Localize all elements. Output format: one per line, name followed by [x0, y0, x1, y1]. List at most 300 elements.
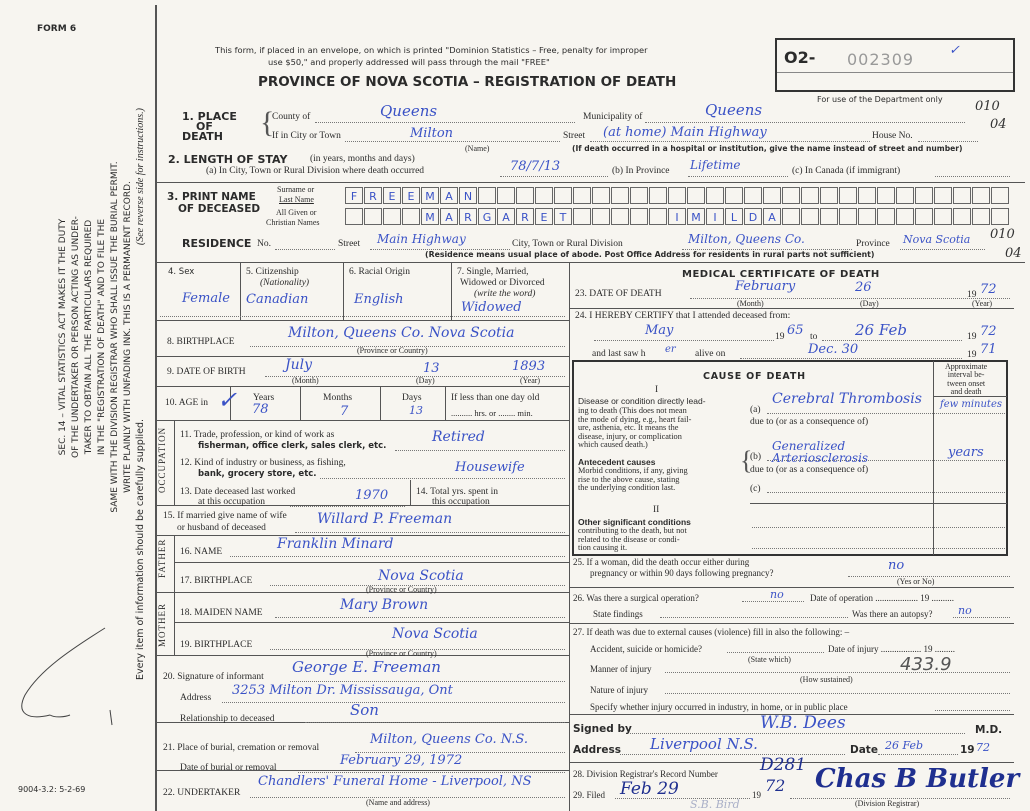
sex-label: 4. Sex	[168, 267, 195, 277]
trade-label: fisherman, office clerk, sales clerk, etc.	[198, 441, 387, 451]
pregnancy-value: no	[888, 558, 905, 573]
physician-address: Liverpool N.S.	[650, 735, 758, 753]
citizenship-value: Canadian	[246, 292, 309, 307]
given-name-letter-box: R	[459, 208, 477, 225]
cause-a-label: (a)	[750, 405, 761, 415]
undertaker-hint: (Name and address)	[366, 798, 430, 807]
md-label: M.D.	[975, 724, 1003, 736]
spouse-label: 15. If married give name of wife	[163, 511, 287, 521]
due-to-label: due to (or as a consequence of)	[750, 465, 869, 475]
surname-letter-box	[687, 187, 705, 204]
findings-label: State findings	[593, 609, 643, 619]
county-value: Queens	[380, 102, 438, 120]
residence-street: Main Highway	[377, 232, 466, 246]
place-label: 1. PLACE	[182, 110, 237, 123]
given-name-letter-box: A	[497, 208, 515, 225]
surgery-label: 26. Was there a surgical operation?	[573, 593, 699, 603]
part-one-label: I	[655, 385, 659, 395]
spouse-value: Willard P. Freeman	[317, 511, 453, 527]
brace: {	[260, 106, 275, 139]
residence-no-label: No.	[257, 239, 271, 249]
medical-title: MEDICAL CERTIFICATE OF DEATH	[682, 269, 880, 280]
cause-b-interval: years	[948, 445, 984, 460]
death-date-label: 23. DATE OF DEATH	[575, 289, 662, 299]
burial-date-label: Date of burial or removal	[180, 763, 277, 773]
spouse-label: or husband of deceased	[177, 523, 266, 533]
industry-label: 12. Kind of industry or business, as fishing,	[180, 458, 346, 468]
divider	[155, 182, 1025, 183]
surname-letter-box: F	[345, 187, 363, 204]
century: 19	[967, 350, 977, 360]
surname-letter-box: A	[440, 187, 458, 204]
sign-year: 72	[976, 741, 990, 754]
trade-value: Retired	[432, 429, 485, 445]
street-label: Street	[563, 131, 586, 141]
years-label: Years	[253, 393, 275, 403]
city-value: Milton	[410, 126, 454, 141]
to-label: to	[810, 332, 818, 342]
given-name-letter-box	[953, 208, 971, 225]
father-birthplace: Nova Scotia	[378, 568, 464, 584]
statute-notice	[57, 102, 137, 572]
part-two-label: II	[653, 505, 660, 515]
racial-value: English	[354, 292, 404, 307]
sign-date-label: Date	[850, 744, 878, 756]
print-code: 9004-3.2: 5-2-69	[18, 785, 86, 794]
century: 19	[967, 332, 977, 342]
explanation-line: ing to death (This does not mean	[578, 406, 687, 415]
reg-prefix: O2-	[784, 48, 816, 67]
surname-letter-box	[649, 187, 667, 204]
explanation-line: rise to the above cause, stating	[578, 474, 680, 484]
age-days: 13	[409, 404, 423, 417]
given-name-letter-box	[877, 208, 895, 225]
form-label: FORM 6	[37, 24, 77, 34]
interval-line: interval be-	[947, 370, 985, 380]
certify-label: 24. I HEREBY CERTIFY that I attended deceased from:	[575, 311, 791, 321]
birthplace-label: 8. BIRTHPLACE	[167, 337, 235, 347]
cause-title: CAUSE OF DEATH	[703, 371, 806, 382]
mother-birthplace: Nova Scotia	[392, 626, 478, 642]
registrar-hint: (Division Registrar)	[855, 799, 920, 808]
other-conditions-explanation	[578, 527, 687, 553]
every-item-note: Every item of information should be carefully supplied.	[135, 419, 146, 680]
given-name-letter-box	[820, 208, 838, 225]
registrar-signature: Chas B Butler	[815, 764, 1020, 794]
filed-date: Feb 29	[620, 779, 679, 799]
less-than-day-label: If less than one day old	[451, 393, 540, 403]
attended-to: 26 Feb	[855, 321, 907, 339]
given-name-letter-box	[934, 208, 952, 225]
given-name-letter-box	[858, 208, 876, 225]
surname-letter-box	[801, 187, 819, 204]
last-worked-value: 1970	[355, 488, 389, 503]
stay-b-value: Lifetime	[690, 158, 741, 172]
surname-letter-box	[782, 187, 800, 204]
given-name-letter-box	[801, 208, 819, 225]
explanation-line: related to the disease or condi-	[578, 534, 680, 544]
surname-letter-box	[877, 187, 895, 204]
informant-address-label: Address	[180, 693, 212, 703]
place-label: DEATH	[182, 130, 224, 143]
explanation-line: disease, injury, or complication	[578, 431, 682, 441]
father-section-label: FATHER	[157, 538, 167, 578]
explanation-line: ure, asthenia, etc. It means the	[578, 423, 679, 433]
explanation-line: which caused death.)	[578, 440, 648, 450]
total-years-label: 14. Total yrs. spent in	[416, 487, 499, 497]
given-label: All Given or	[276, 208, 317, 217]
father-name-label: 16. NAME	[180, 547, 223, 557]
dob-label: 9. DATE OF BIRTH	[167, 367, 246, 377]
form-title: PROVINCE OF NOVA SCOTIA – REGISTRATION OF DEATH	[258, 74, 677, 90]
interval-line: Approximate	[945, 362, 988, 371]
attended-from: May	[645, 323, 674, 338]
death-year: 72	[980, 282, 997, 297]
hrs-min-label: .......... hrs. or ........ min.	[451, 408, 533, 418]
given-name-letter-box: I	[706, 208, 724, 225]
check-mark: ✓	[949, 43, 960, 58]
operation-date-label: Date of operation ................... 19 ..........	[810, 593, 954, 603]
notice-line: TAKER TO OBTAIN ALL THE PARTICULARS REQUIRED	[84, 219, 94, 455]
city-label: If in City or Town	[272, 131, 341, 141]
mother-maiden-label: 18. MAIDEN NAME	[180, 608, 263, 618]
divider	[155, 262, 1025, 263]
given-name-letter-box	[364, 208, 382, 225]
place-label: OF	[196, 120, 213, 133]
explanation-line: tion causing it.	[578, 543, 628, 553]
year-hint: (Year)	[972, 299, 993, 308]
century: 19	[960, 744, 975, 756]
dept-note: For use of the Department only	[817, 95, 943, 104]
surname-letter-box	[915, 187, 933, 204]
surname-letter-box	[934, 187, 952, 204]
relationship-value: Son	[350, 701, 379, 719]
surname-letter-box	[630, 187, 648, 204]
given-name-letter-box	[991, 208, 1009, 225]
given-name-letter-box	[573, 208, 591, 225]
citizenship-label: 5. Citizenship	[246, 267, 299, 277]
century: 19	[752, 790, 761, 800]
margin-scribble	[10, 620, 120, 730]
marital-label: 7. Single, Married,	[457, 267, 529, 277]
surname-letter-box	[953, 187, 971, 204]
surname-letter-box	[592, 187, 610, 204]
explanation-line: Morbid conditions, if any, giving	[578, 466, 688, 475]
given-name-letter-box	[592, 208, 610, 225]
surname-letter-box	[497, 187, 515, 204]
explanation-line: the mode of dying, e.g., heart fail-	[578, 414, 692, 424]
surname-letter-box	[744, 187, 762, 204]
surname-letter-box: E	[383, 187, 401, 204]
yes-no-hint: (Yes or No)	[897, 577, 935, 586]
stay-b-label: (b) In Province	[612, 166, 670, 176]
given-name-letter-box	[896, 208, 914, 225]
instruction-strip	[135, 108, 149, 680]
given-name-letter-box	[915, 208, 933, 225]
external-cause-label: 27. If death was due to external causes (violence) fill in also the following: –	[573, 627, 850, 637]
pregnancy-label: 25. If a woman, did the death occur either during	[573, 557, 750, 567]
residence-label: RESIDENCE	[182, 237, 252, 250]
province-hint: (Province or Country)	[366, 649, 437, 658]
column-divider	[569, 262, 570, 811]
interval-header	[945, 363, 987, 396]
undertaker-value: Chandlers' Funeral Home - Liverpool, NS	[258, 774, 532, 789]
industry-value: Housewife	[455, 460, 525, 475]
days-label: Days	[402, 393, 422, 403]
given-name-letter-box: M	[421, 208, 439, 225]
given-name-letter-box: A	[763, 208, 781, 225]
age-label: 10. AGE in	[165, 398, 209, 408]
surname-letter-box	[991, 187, 1009, 204]
house-label: House No.	[872, 131, 913, 141]
how-sustained-hint: (How sustained)	[800, 675, 853, 684]
given-name-letter-box	[839, 208, 857, 225]
mother-birthplace-label: 19. BIRTHPLACE	[180, 640, 253, 650]
stay-hint: (in years, months and days)	[310, 154, 415, 164]
surname-letter-box: E	[402, 187, 420, 204]
check-mark: ✓	[217, 386, 238, 414]
given-name-letter-box: E	[535, 208, 553, 225]
industry-label: bank, grocery store, etc.	[198, 469, 317, 479]
century: 19	[967, 290, 977, 300]
birthplace-value: Milton, Queens Co. Nova Scotia	[288, 325, 515, 341]
stay-a-label: (a) In City, Town or Rural Division where death occurred	[206, 166, 425, 176]
given-name-letter-box	[630, 208, 648, 225]
dob-day: 13	[423, 361, 440, 376]
explanation-line: the underlying condition last.	[578, 483, 676, 493]
month-hint: (Month)	[737, 299, 764, 308]
surname-letter-box	[972, 187, 990, 204]
surname-letter-box	[668, 187, 686, 204]
brace: {	[740, 446, 753, 475]
record-number: D281	[760, 755, 807, 775]
res-code: 010	[990, 227, 1015, 242]
classification-code: 433.9	[900, 654, 952, 675]
surname-letter-box	[554, 187, 572, 204]
pregnancy-label: pregnancy or within 90 days following pregnancy?	[590, 568, 774, 578]
dept-code: 04	[990, 117, 1007, 132]
attended-from-year: 65	[787, 323, 804, 338]
surname-letter-box: N	[459, 187, 477, 204]
attended-to-year: 72	[980, 324, 997, 339]
surname-letter-box: M	[421, 187, 439, 204]
surname-letter-box	[516, 187, 534, 204]
signed-by-label: Signed by	[573, 723, 632, 735]
last-saw-date: Dec. 30	[808, 342, 859, 357]
given-name-letter-box	[345, 208, 363, 225]
death-month: February	[735, 279, 796, 294]
notice-line: SAME WITH THE DIVISION REGISTRAR WHO SHALL ISSUE THE BURIAL PERMIT.	[110, 161, 120, 513]
citizenship-hint: (Nationality)	[260, 278, 310, 288]
manner-label: Manner of injury	[590, 664, 652, 674]
hospital-note: (If death occurred in a hospital or institution, give the name instead of street and number)	[572, 144, 963, 153]
racial-label: 6. Racial Origin	[349, 267, 410, 277]
accident-label: Accident, suicide or homicide?	[590, 644, 702, 654]
residence-province: Nova Scotia	[903, 233, 971, 246]
direct-cause-title: Disease or condition directly lead-	[578, 396, 706, 406]
residence-city-label: City, Town or Rural Division	[512, 239, 623, 249]
surname-letter-box	[611, 187, 629, 204]
cause-b-value: Generalized Arteriosclerosis	[772, 439, 869, 465]
given-name-letter-box	[402, 208, 420, 225]
burial-place-label: 21. Place of burial, cremation or removal	[163, 743, 320, 753]
death-day: 26	[855, 280, 872, 295]
marital-value: Widowed	[461, 300, 522, 315]
father-birthplace-label: 17. BIRTHPLACE	[180, 576, 253, 586]
antecedent-explanation	[578, 467, 688, 493]
surname-letter-box	[896, 187, 914, 204]
cause-a-interval: few minutes	[940, 399, 1002, 410]
trade-label: 11. Trade, profession, or kind of work as	[180, 430, 335, 440]
injury-date-label: Date of injury .................. 19 .........	[828, 644, 955, 654]
last-worked-label: 13. Date deceased last worked	[180, 487, 296, 497]
interval-line: tween onset	[947, 378, 986, 388]
undertaker-label: 22. UNDERTAKER	[163, 788, 241, 798]
sex-value: Female	[182, 291, 230, 306]
given-name-letter-box	[611, 208, 629, 225]
residence-note: (Residence means usual place of abode. Post Office Address for residents in rural parts not sufficient)	[425, 250, 875, 259]
mail-notice: This form, if placed in an envelope, on which is printed "Dominion Statistics – Free, penalty for improper	[215, 45, 648, 55]
name-hint: (Name)	[465, 144, 490, 153]
day-hint: (Day)	[416, 376, 435, 385]
filed-year: 72	[765, 776, 786, 795]
explanation-line: contributing to the death, but not	[578, 526, 687, 535]
given-name-letter-box: R	[516, 208, 534, 225]
antecedent-title: Antecedent causes	[578, 457, 656, 467]
record-number-label: 28. Division Registrar's Record Number	[573, 769, 718, 779]
province-hint: (Province or Country)	[366, 585, 437, 594]
surname-letter-box: R	[364, 187, 382, 204]
due-to-label: due to (or as a consequence of)	[750, 417, 869, 427]
interval-line: and death	[950, 386, 982, 396]
last-saw-label: and last saw h	[592, 349, 646, 359]
notice-line: WRITE PLAINLY WITH UNFADING INK. THIS IS A PERMANENT RECORD.	[123, 181, 133, 493]
registration-number-box	[775, 38, 1015, 92]
residence-province-label: Province	[856, 239, 890, 249]
name-label: OF DECEASED	[178, 203, 261, 215]
mother-maiden: Mary Brown	[340, 597, 429, 613]
municipality-value: Queens	[705, 101, 763, 119]
months-label: Months	[323, 393, 353, 403]
surname-letter-box	[535, 187, 553, 204]
surname-letter-box	[820, 187, 838, 204]
surname-letter-box	[478, 187, 496, 204]
surgery-value: no	[770, 588, 784, 601]
other-conditions-title: Other significant conditions	[578, 517, 691, 527]
residence-street-label: Street	[338, 239, 361, 249]
physician-address-label: Address	[573, 744, 621, 756]
burial-place: Milton, Queens Co. N.S.	[370, 732, 528, 747]
given-name-letter-box: I	[668, 208, 686, 225]
informant-address: 3253 Milton Dr. Mississauga, Ont	[232, 683, 453, 698]
occupation-section-label: OCCUPATION	[157, 426, 167, 493]
year-hint: (Year)	[520, 376, 541, 385]
reg-number: 002309	[847, 50, 915, 69]
given-name-letter-box	[383, 208, 401, 225]
stay-label: 2. LENGTH OF STAY	[168, 153, 288, 166]
given-name-letter-box: D	[744, 208, 762, 225]
state-which-hint: (State which)	[748, 655, 791, 664]
surname-letter-box	[706, 187, 724, 204]
sign-date: 26 Feb	[885, 739, 924, 752]
cause-b-label: (b)	[750, 452, 762, 462]
county-label: County of	[272, 112, 311, 122]
dept-code: 010	[975, 99, 1000, 114]
surname-label: Last Name	[279, 195, 314, 204]
informant-label: 20. Signature of informant	[163, 672, 264, 682]
last-worked-label: at this occupation	[198, 497, 266, 507]
see-reverse-note: (See reverse side for instructions.)	[135, 108, 146, 246]
municipality-label: Municipality of	[583, 112, 643, 122]
filed-label: 29. Filed	[573, 790, 606, 800]
month-hint: (Month)	[292, 376, 319, 385]
father-name: Franklin Minard	[277, 536, 394, 552]
name-label: 3. PRINT NAME	[167, 191, 256, 203]
province-hint: (Province or Country)	[357, 346, 428, 355]
surname-label: Surname or	[277, 185, 315, 194]
res-code: 04	[1005, 246, 1022, 261]
last-saw-year: 71	[980, 342, 997, 357]
relationship-label: Relationship to deceased	[180, 714, 275, 724]
notice-line: SEC. 14 – VITAL STATISTICS ACT MAKES IT THE DUTY	[58, 218, 68, 456]
surname-letter-box	[573, 187, 591, 204]
notice-line: OF THE UNDERTAKER OR PERSON ACTING AS UNDER-	[71, 216, 81, 458]
notice-line: IN THE "REGISTRATION OF DEATH" AND TO FILE THE	[97, 218, 107, 456]
form-left-border	[155, 5, 157, 811]
autopsy-value: no	[958, 604, 972, 617]
age-years: 78	[252, 402, 269, 417]
surname-letter-box	[858, 187, 876, 204]
century: 19	[775, 332, 785, 342]
cause-c-label: (c)	[750, 484, 761, 494]
street-value: (at home) Main Highway	[603, 125, 767, 140]
direct-cause-explanation	[578, 407, 691, 450]
autopsy-label: Was there an autopsy?	[852, 609, 933, 619]
dob-month: July	[285, 357, 313, 373]
informant-signature: George E. Freeman	[292, 658, 441, 676]
stay-a-value: 78/7/13	[510, 159, 561, 174]
mail-notice: use $50," and properly addressed will pass through the mail "FREE"	[268, 57, 550, 67]
given-name-letter-box: A	[440, 208, 458, 225]
given-name-letter-box: M	[687, 208, 705, 225]
physician-signature: W.B. Dees	[760, 713, 846, 733]
age-months: 7	[340, 404, 349, 419]
surname-letter-box	[763, 187, 781, 204]
nature-label: Nature of injury	[590, 685, 648, 695]
given-name-letter-box	[782, 208, 800, 225]
residence-city: Milton, Queens Co.	[688, 232, 805, 246]
stamp-initials: S.B. Bird	[690, 798, 740, 811]
given-name-letter-box: T	[554, 208, 572, 225]
specify-label: Specify whether injury occurred in industry, in home, or in public place	[590, 702, 848, 712]
total-years-label: this occupation	[432, 497, 490, 507]
marital-label: Widowed or Divorced	[460, 278, 545, 288]
surname-letter-box	[725, 187, 743, 204]
given-name-letter-box	[649, 208, 667, 225]
given-label: Christian Names	[266, 218, 320, 227]
stay-c-label: (c) In Canada (if immigrant)	[792, 166, 901, 176]
mother-section-label: MOTHER	[157, 603, 167, 647]
day-hint: (Day)	[860, 299, 879, 308]
marital-label: (write the word)	[474, 289, 536, 299]
given-name-letter-box	[972, 208, 990, 225]
burial-date: February 29, 1972	[340, 753, 463, 768]
cause-a-value: Cerebral Thrombosis	[772, 391, 922, 407]
given-name-letter-box: L	[725, 208, 743, 225]
alive-on-label: alive on	[695, 349, 726, 359]
given-name-letter-box: G	[478, 208, 496, 225]
dob-year: 1893	[512, 359, 546, 374]
